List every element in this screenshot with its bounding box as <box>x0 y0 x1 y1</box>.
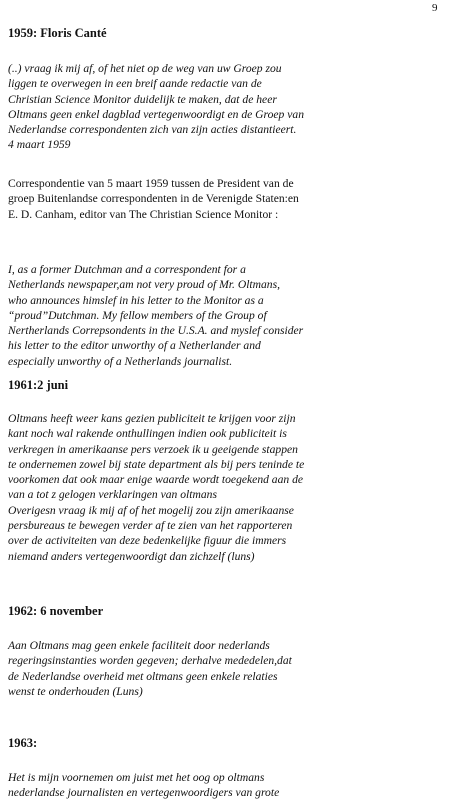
text-line: van a tot z gelogen verklaringen van oltmans <box>8 488 217 502</box>
paragraph <box>8 176 448 222</box>
text-line: Nertherlands Correpsondents in the U.S.A. and myslef consider <box>8 324 304 338</box>
quoted-paragraph <box>8 411 448 564</box>
text-line: wenst te onderhouden (Luns) <box>8 684 143 698</box>
text-line: Oltmans heeft weer kans gezien publiciteit te krijgen voor zijn <box>8 412 296 425</box>
quoted-paragraph <box>8 262 448 369</box>
text-line: Correspondentie van 5 maart 1959 tussen de President van de <box>8 177 294 190</box>
section-heading: 1962: 6 november <box>8 604 104 618</box>
text-line: Het is mijn voornemen om juist met het oog op oltmans <box>8 771 265 784</box>
text-line: kant noch wal rakende onthullingen indien ook publiciteit is <box>8 427 287 441</box>
text-line: persbureaus te bewegen verder af te zien van het rapporteren <box>8 519 293 533</box>
text-line: groep Buitenlandse correspondenten in de Verenigde Staten:en <box>8 192 299 206</box>
text-line: Oltmans geen enkel dagblad vertegenwoordigt en de Groep van <box>8 107 304 121</box>
text-line: de Nederlandse overheid met oltmans geen enkele relaties <box>8 669 278 683</box>
text-line: “proud”Dutchman. My fellow members of the Group of <box>8 308 267 322</box>
text-line: nederlandse journalisten en vertegenwoordigers van grote <box>8 786 280 800</box>
text-line: liggen te overwegen in een breif aande redactie van de <box>8 77 262 91</box>
section-heading: 1959: Floris Canté <box>8 26 107 40</box>
text-line: 4 maart 1959 <box>8 138 71 152</box>
text-line: who announces himslef in his letter to the Monitor as a <box>8 293 264 307</box>
text-line: regeringsinstanties worden gegeven; derhalve mededelen,dat <box>8 654 292 668</box>
text-line: Overigesn vraag ik mij af of het mogelij zou zijn amerikaanse <box>8 503 294 517</box>
text-line: especially unworthy of a Netherlands journalist. <box>8 354 233 368</box>
text-line: I, as a former Dutchman and a correspondent for a <box>8 263 246 276</box>
text-line: niemand anders vertegenwoordigt dan zichzelf (luns) <box>8 549 255 563</box>
section-heading: 1963: <box>8 736 38 750</box>
text-line: his letter to the editor unworthy of a Netherlander and <box>8 339 261 353</box>
text-line: Aan Oltmans mag geen enkele faciliteit door nederlands <box>8 639 270 652</box>
quoted-paragraph <box>8 638 448 699</box>
text-line: Netherlands newspaper,am not very proud of Mr. Oltmans, <box>8 278 281 292</box>
text-line: Nederlandse correspondenten zich van zijn acties distantieert. <box>8 123 297 137</box>
section-heading: 1961:2 juni <box>8 378 69 392</box>
text-line: over de activiteiten van deze bedenkelijke figuur die immers <box>8 534 287 548</box>
quoted-paragraph <box>8 61 448 153</box>
text-line: (..) vraag ik mij af, of het niet op de weg van uw Groep zou <box>8 62 282 75</box>
page-number: 9 <box>432 2 438 14</box>
text-line: E. D. Canham, editor van The Christian Science Monitor : <box>8 207 279 221</box>
text-line: voorkomen dat ook maar enige waarde wordt toegekend aan de <box>8 473 304 487</box>
quoted-paragraph <box>8 770 448 801</box>
text-line: te ondernemen zowel bij state department als bij pers teninde te <box>8 457 305 471</box>
text-line: verkregen in amerikaanse pers verzoek ik u geeigende stappen <box>8 442 298 456</box>
text-line: Christian Science Monitor duidelijk te maken, dat de heer <box>8 92 277 106</box>
